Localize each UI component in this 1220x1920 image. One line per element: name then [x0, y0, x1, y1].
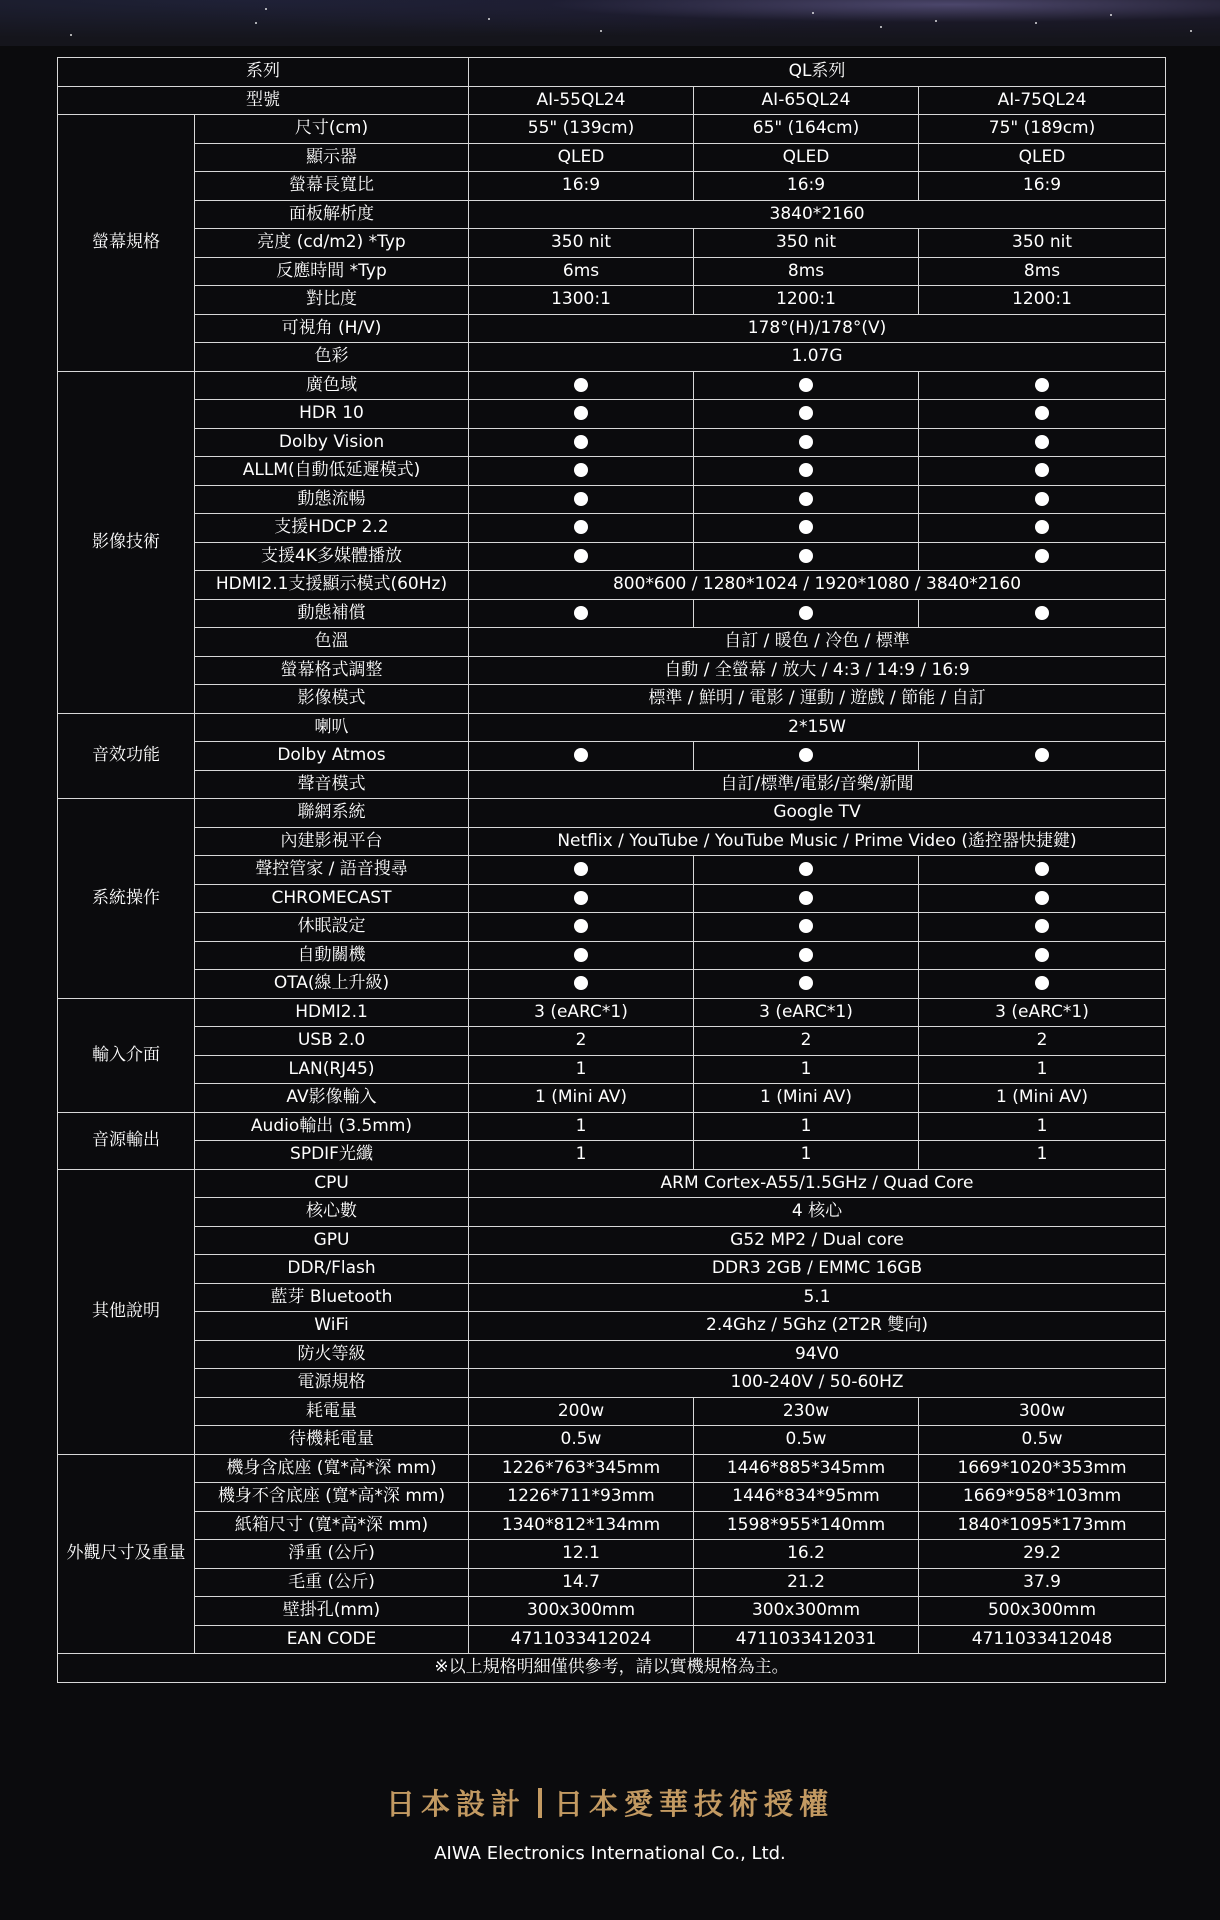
- spec-supported: [469, 941, 694, 970]
- spec-value: 350 nit: [469, 229, 694, 258]
- spec-label: 顯示器: [195, 143, 469, 172]
- spec-value: 12.1: [469, 1540, 694, 1569]
- group-label: 輸入介面: [58, 998, 195, 1112]
- spec-value: 21.2: [694, 1568, 919, 1597]
- spec-supported: [469, 428, 694, 457]
- spec-value-span: Netflix / YouTube / YouTube Music / Prime Video (遙控器快捷鍵): [469, 827, 1166, 856]
- spec-value: 6ms: [469, 257, 694, 286]
- spec-value-span: 94V0: [469, 1340, 1166, 1369]
- supported-dot-icon: [574, 492, 588, 506]
- spec-row: [58, 1340, 1166, 1369]
- spec-value: 1 (Mini AV): [919, 1084, 1166, 1113]
- spec-label: 動態補償: [195, 599, 469, 628]
- spec-label: 自動關機: [195, 941, 469, 970]
- spec-row: [58, 998, 1166, 1027]
- supported-dot-icon: [574, 606, 588, 620]
- spec-row: [58, 884, 1166, 913]
- supported-dot-icon: [799, 606, 813, 620]
- spec-row: [58, 770, 1166, 799]
- spec-label: Audio輸出 (3.5mm): [195, 1112, 469, 1141]
- spec-label: 面板解析度: [195, 200, 469, 229]
- supported-dot-icon: [1035, 862, 1049, 876]
- spec-value-span: 3840*2160: [469, 200, 1166, 229]
- spec-supported: [919, 913, 1166, 942]
- supported-dot-icon: [799, 891, 813, 905]
- spec-label: 休眠設定: [195, 913, 469, 942]
- supported-dot-icon: [574, 748, 588, 762]
- supported-dot-icon: [799, 549, 813, 563]
- spec-supported: [469, 371, 694, 400]
- spec-label: 可視角 (H/V): [195, 314, 469, 343]
- spec-label: 機身不含底座 (寬*高*深 mm): [195, 1483, 469, 1512]
- spec-label: 螢幕長寬比: [195, 172, 469, 201]
- spec-supported: [469, 742, 694, 771]
- model-cell: AI-65QL24: [694, 86, 919, 115]
- spec-supported: [694, 400, 919, 429]
- spec-supported: [694, 542, 919, 571]
- supported-dot-icon: [574, 378, 588, 392]
- spec-label: 核心數: [195, 1198, 469, 1227]
- spec-label: 內建影視平台: [195, 827, 469, 856]
- spec-row: [58, 970, 1166, 999]
- spec-value-span: 自訂 / 暖色 / 冷色 / 標準: [469, 628, 1166, 657]
- spec-supported: [469, 913, 694, 942]
- spec-value-span: 自動 / 全螢幕 / 放大 / 4:3 / 14:9 / 16:9: [469, 656, 1166, 685]
- spec-value: 0.5w: [469, 1426, 694, 1455]
- spec-value: 8ms: [694, 257, 919, 286]
- supported-dot-icon: [574, 919, 588, 933]
- spec-supported: [469, 514, 694, 543]
- spec-value: QLED: [919, 143, 1166, 172]
- supported-dot-icon: [1035, 378, 1049, 392]
- supported-dot-icon: [1035, 463, 1049, 477]
- spec-row: [58, 1055, 1166, 1084]
- supported-dot-icon: [1035, 406, 1049, 420]
- spec-value-span: 2.4Ghz / 5Ghz (2T2R 雙向): [469, 1312, 1166, 1341]
- spec-supported: [469, 599, 694, 628]
- spec-row: [58, 457, 1166, 486]
- spec-row: [58, 115, 1166, 144]
- spec-value: 4711033412031: [694, 1625, 919, 1654]
- supported-dot-icon: [574, 891, 588, 905]
- spec-value: 1: [469, 1055, 694, 1084]
- spec-value: 1200:1: [694, 286, 919, 315]
- spec-value: 75" (189cm): [919, 115, 1166, 144]
- spec-supported: [469, 542, 694, 571]
- spec-value: 1: [469, 1112, 694, 1141]
- spec-label: LAN(RJ45): [195, 1055, 469, 1084]
- spec-value: 29.2: [919, 1540, 1166, 1569]
- spec-value: 1 (Mini AV): [694, 1084, 919, 1113]
- spec-value: 1300:1: [469, 286, 694, 315]
- spec-row: [58, 1369, 1166, 1398]
- spec-label: 影像模式: [195, 685, 469, 714]
- supported-dot-icon: [574, 435, 588, 449]
- spec-row: [58, 286, 1166, 315]
- supported-dot-icon: [799, 976, 813, 990]
- spec-row: [58, 257, 1166, 286]
- spec-row: [58, 1511, 1166, 1540]
- spec-row: [58, 713, 1166, 742]
- spec-label: 紙箱尺寸 (寬*高*深 mm): [195, 1511, 469, 1540]
- spec-value: 300x300mm: [694, 1597, 919, 1626]
- supported-dot-icon: [1035, 948, 1049, 962]
- slogan: [0, 1782, 1220, 1823]
- model-cell: AI-75QL24: [919, 86, 1166, 115]
- spec-supported: [919, 970, 1166, 999]
- spec-label: 藍芽 Bluetooth: [195, 1283, 469, 1312]
- spec-value: 1: [694, 1055, 919, 1084]
- spec-value-span: 100-240V / 50-60HZ: [469, 1369, 1166, 1398]
- supported-dot-icon: [1035, 891, 1049, 905]
- disclaimer-note: ※以上規格明細僅供參考，請以實機規格為主。: [58, 1654, 1166, 1683]
- spec-row: [58, 1226, 1166, 1255]
- spec-label: 色溫: [195, 628, 469, 657]
- spec-row: [58, 143, 1166, 172]
- supported-dot-icon: [799, 520, 813, 534]
- supported-dot-icon: [1035, 748, 1049, 762]
- slogan-license: 日本愛華技術授權: [554, 1787, 835, 1821]
- spec-label: HDMI2.1: [195, 998, 469, 1027]
- spec-value: 2: [469, 1027, 694, 1056]
- slogan-divider: [538, 1788, 542, 1818]
- spec-row: [58, 172, 1166, 201]
- spec-label: DDR/Flash: [195, 1255, 469, 1284]
- series-label: 系列: [58, 58, 469, 87]
- spec-value: 1: [919, 1055, 1166, 1084]
- supported-dot-icon: [1035, 435, 1049, 449]
- spec-value: 1200:1: [919, 286, 1166, 315]
- spec-supported: [919, 884, 1166, 913]
- spec-row: [58, 1141, 1166, 1170]
- spec-supported: [919, 856, 1166, 885]
- group-label: 音效功能: [58, 713, 195, 799]
- supported-dot-icon: [799, 919, 813, 933]
- spec-supported: [919, 514, 1166, 543]
- spec-supported: [919, 542, 1166, 571]
- spec-supported: [469, 457, 694, 486]
- spec-label: HDR 10: [195, 400, 469, 429]
- spec-value: 1598*955*140mm: [694, 1511, 919, 1540]
- spec-value-span: DDR3 2GB / EMMC 16GB: [469, 1255, 1166, 1284]
- spec-row: [58, 371, 1166, 400]
- spec-value: 1840*1095*173mm: [919, 1511, 1166, 1540]
- spec-label: 聲音模式: [195, 770, 469, 799]
- spec-row: [58, 1169, 1166, 1198]
- spec-label: USB 2.0: [195, 1027, 469, 1056]
- spec-value: QLED: [469, 143, 694, 172]
- spec-supported: [919, 457, 1166, 486]
- spec-label: 淨重 (公斤): [195, 1540, 469, 1569]
- spec-value: 1340*812*134mm: [469, 1511, 694, 1540]
- model-row: [58, 86, 1166, 115]
- supported-dot-icon: [799, 463, 813, 477]
- spec-value: 4711033412048: [919, 1625, 1166, 1654]
- spec-label: WiFi: [195, 1312, 469, 1341]
- spec-supported: [694, 599, 919, 628]
- spec-row: [58, 656, 1166, 685]
- spec-row: [58, 1255, 1166, 1284]
- spec-supported: [694, 884, 919, 913]
- spec-value: 3 (eARC*1): [694, 998, 919, 1027]
- spec-row: [58, 229, 1166, 258]
- supported-dot-icon: [574, 406, 588, 420]
- series-row: [58, 58, 1166, 87]
- spec-row: [58, 856, 1166, 885]
- spec-supported: [694, 514, 919, 543]
- spec-label: 機身含底座 (寬*高*深 mm): [195, 1454, 469, 1483]
- supported-dot-icon: [1035, 492, 1049, 506]
- spec-row: [58, 514, 1166, 543]
- spec-supported: [694, 485, 919, 514]
- spec-value: 0.5w: [694, 1426, 919, 1455]
- spec-value-span: 1.07G: [469, 343, 1166, 372]
- spec-row: [58, 314, 1166, 343]
- spec-label: 毛重 (公斤): [195, 1568, 469, 1597]
- group-label: 其他說明: [58, 1169, 195, 1454]
- spec-supported: [694, 941, 919, 970]
- spec-row: [58, 1568, 1166, 1597]
- spec-label: 壁掛孔(mm): [195, 1597, 469, 1626]
- spec-row: [58, 599, 1166, 628]
- spec-value: 230w: [694, 1397, 919, 1426]
- spec-row: [58, 485, 1166, 514]
- spec-value: 2: [694, 1027, 919, 1056]
- spec-label: 廣色域: [195, 371, 469, 400]
- spec-row: [58, 941, 1166, 970]
- spec-value: 0.5w: [919, 1426, 1166, 1455]
- spec-value-span: 2*15W: [469, 713, 1166, 742]
- spec-supported: [694, 970, 919, 999]
- spec-supported: [469, 970, 694, 999]
- spec-supported: [919, 941, 1166, 970]
- model-cell: AI-55QL24: [469, 86, 694, 115]
- spec-value: 350 nit: [919, 229, 1166, 258]
- spec-label: 反應時間 *Typ: [195, 257, 469, 286]
- company-name: AIWA Electronics International Co., Ltd.: [434, 1843, 786, 1864]
- spec-supported: [919, 599, 1166, 628]
- supported-dot-icon: [574, 520, 588, 534]
- spec-label: 聯網系統: [195, 799, 469, 828]
- spec-value: 8ms: [919, 257, 1166, 286]
- spec-row: [58, 542, 1166, 571]
- spec-value: 16.2: [694, 1540, 919, 1569]
- group-label: 系統操作: [58, 799, 195, 999]
- spec-row: [58, 1312, 1166, 1341]
- spec-label: 喇叭: [195, 713, 469, 742]
- spec-value: 16:9: [919, 172, 1166, 201]
- spec-row: [58, 799, 1166, 828]
- supported-dot-icon: [1035, 520, 1049, 534]
- supported-dot-icon: [574, 948, 588, 962]
- spec-supported: [694, 742, 919, 771]
- spec-value-span: 4 核心: [469, 1198, 1166, 1227]
- spec-row: [58, 742, 1166, 771]
- spec-label: 聲控管家 / 語音搜尋: [195, 856, 469, 885]
- spec-supported: [919, 371, 1166, 400]
- spec-value: 1669*958*103mm: [919, 1483, 1166, 1512]
- supported-dot-icon: [799, 378, 813, 392]
- supported-dot-icon: [574, 862, 588, 876]
- spec-row: [58, 913, 1166, 942]
- spec-value-span: 178°(H)/178°(V): [469, 314, 1166, 343]
- group-label: 螢幕規格: [58, 115, 195, 372]
- spec-label: 螢幕格式調整: [195, 656, 469, 685]
- spec-row: [58, 685, 1166, 714]
- spec-value: 16:9: [694, 172, 919, 201]
- spec-label: CHROMECAST: [195, 884, 469, 913]
- spec-supported: [919, 485, 1166, 514]
- spec-value: 200w: [469, 1397, 694, 1426]
- supported-dot-icon: [574, 976, 588, 990]
- spec-value: 1: [919, 1112, 1166, 1141]
- supported-dot-icon: [799, 406, 813, 420]
- spec-value-span: ARM Cortex-A55/1.5GHz / Quad Core: [469, 1169, 1166, 1198]
- spec-value: 300x300mm: [469, 1597, 694, 1626]
- spec-supported: [694, 457, 919, 486]
- spec-value-span: 800*600 / 1280*1024 / 1920*1080 / 3840*2160: [469, 571, 1166, 600]
- supported-dot-icon: [574, 549, 588, 563]
- spec-value-span: 自訂/標準/電影/音樂/新聞: [469, 770, 1166, 799]
- starry-header-banner: [0, 0, 1220, 46]
- spec-supported: [694, 856, 919, 885]
- group-label: 影像技術: [58, 371, 195, 713]
- spec-row: [58, 1084, 1166, 1113]
- spec-supported: [469, 485, 694, 514]
- supported-dot-icon: [799, 435, 813, 449]
- spec-value: 350 nit: [694, 229, 919, 258]
- group-label: 外觀尺寸及重量: [58, 1454, 195, 1654]
- spec-label: Dolby Vision: [195, 428, 469, 457]
- spec-row: [58, 1283, 1166, 1312]
- series-value: QL系列: [469, 58, 1166, 87]
- spec-supported: [694, 371, 919, 400]
- spec-row: [58, 1112, 1166, 1141]
- spec-value: QLED: [694, 143, 919, 172]
- supported-dot-icon: [1035, 919, 1049, 933]
- spec-row: [58, 628, 1166, 657]
- spec-value-span: 標準 / 鮮明 / 電影 / 運動 / 遊戲 / 節能 / 自訂: [469, 685, 1166, 714]
- spec-value: 300w: [919, 1397, 1166, 1426]
- spec-value: 16:9: [469, 172, 694, 201]
- spec-label: 電源規格: [195, 1369, 469, 1398]
- spec-value: 3 (eARC*1): [919, 998, 1166, 1027]
- spec-value: 500x300mm: [919, 1597, 1166, 1626]
- spec-value: 55" (139cm): [469, 115, 694, 144]
- spec-value: 1: [469, 1141, 694, 1170]
- spec-value-span: Google TV: [469, 799, 1166, 828]
- supported-dot-icon: [1035, 976, 1049, 990]
- spec-supported: [694, 428, 919, 457]
- spec-row: [58, 1625, 1166, 1654]
- spec-row: [58, 1027, 1166, 1056]
- spec-label: 亮度 (cd/m2) *Typ: [195, 229, 469, 258]
- spec-label: 支援HDCP 2.2: [195, 514, 469, 543]
- spec-row: [58, 428, 1166, 457]
- spec-row: [58, 200, 1166, 229]
- spec-row: [58, 1454, 1166, 1483]
- spec-label: 色彩: [195, 343, 469, 372]
- spec-row: [58, 400, 1166, 429]
- spec-value: 1669*1020*353mm: [919, 1454, 1166, 1483]
- spec-label: 對比度: [195, 286, 469, 315]
- spec-value: 1446*885*345mm: [694, 1454, 919, 1483]
- spec-row: [58, 1483, 1166, 1512]
- spec-value: 1: [919, 1141, 1166, 1170]
- supported-dot-icon: [1035, 606, 1049, 620]
- spec-label: CPU: [195, 1169, 469, 1198]
- spec-value: 1 (Mini AV): [469, 1084, 694, 1113]
- spec-value: 1446*834*95mm: [694, 1483, 919, 1512]
- spec-value: 14.7: [469, 1568, 694, 1597]
- spec-label: 支援4K多媒體播放: [195, 542, 469, 571]
- spec-row: [58, 827, 1166, 856]
- spec-table: [57, 57, 1166, 1683]
- spec-label: GPU: [195, 1226, 469, 1255]
- group-label: 音源輸出: [58, 1112, 195, 1169]
- spec-row: [58, 1540, 1166, 1569]
- spec-label: HDMI2.1支援顯示模式(60Hz): [195, 571, 469, 600]
- spec-label: EAN CODE: [195, 1625, 469, 1654]
- supported-dot-icon: [799, 492, 813, 506]
- spec-label: 動態流暢: [195, 485, 469, 514]
- supported-dot-icon: [799, 948, 813, 962]
- spec-label: 尺寸(cm): [195, 115, 469, 144]
- spec-value-span: G52 MP2 / Dual core: [469, 1226, 1166, 1255]
- spec-supported: [469, 884, 694, 913]
- spec-value-span: 5.1: [469, 1283, 1166, 1312]
- spec-value: 1226*711*93mm: [469, 1483, 694, 1512]
- note-row: [58, 1654, 1166, 1683]
- spec-supported: [469, 400, 694, 429]
- supported-dot-icon: [1035, 549, 1049, 563]
- spec-row: [58, 1198, 1166, 1227]
- spec-value: 4711033412024: [469, 1625, 694, 1654]
- spec-supported: [919, 428, 1166, 457]
- spec-value: 1: [694, 1112, 919, 1141]
- supported-dot-icon: [574, 463, 588, 477]
- spec-label: 防火等級: [195, 1340, 469, 1369]
- spec-value: 2: [919, 1027, 1166, 1056]
- spec-label: Dolby Atmos: [195, 742, 469, 771]
- supported-dot-icon: [799, 748, 813, 762]
- spec-label: 待機耗電量: [195, 1426, 469, 1455]
- spec-label: AV影像輸入: [195, 1084, 469, 1113]
- spec-supported: [694, 913, 919, 942]
- spec-supported: [919, 400, 1166, 429]
- spec-label: SPDIF光纖: [195, 1141, 469, 1170]
- spec-supported: [469, 856, 694, 885]
- supported-dot-icon: [799, 862, 813, 876]
- spec-value: 1: [694, 1141, 919, 1170]
- spec-row: [58, 1597, 1166, 1626]
- spec-supported: [919, 742, 1166, 771]
- spec-value: 65" (164cm): [694, 115, 919, 144]
- spec-label: OTA(線上升級): [195, 970, 469, 999]
- spec-label: 耗電量: [195, 1397, 469, 1426]
- spec-value: 1226*763*345mm: [469, 1454, 694, 1483]
- spec-value: 3 (eARC*1): [469, 998, 694, 1027]
- spec-row: [58, 571, 1166, 600]
- spec-label: ALLM(自動低延遲模式): [195, 457, 469, 486]
- slogan-japan-design: 日本設計: [385, 1787, 526, 1821]
- spec-value: 37.9: [919, 1568, 1166, 1597]
- spec-row: [58, 343, 1166, 372]
- spec-row: [58, 1426, 1166, 1455]
- spec-row: [58, 1397, 1166, 1426]
- model-label: 型號: [58, 86, 469, 115]
